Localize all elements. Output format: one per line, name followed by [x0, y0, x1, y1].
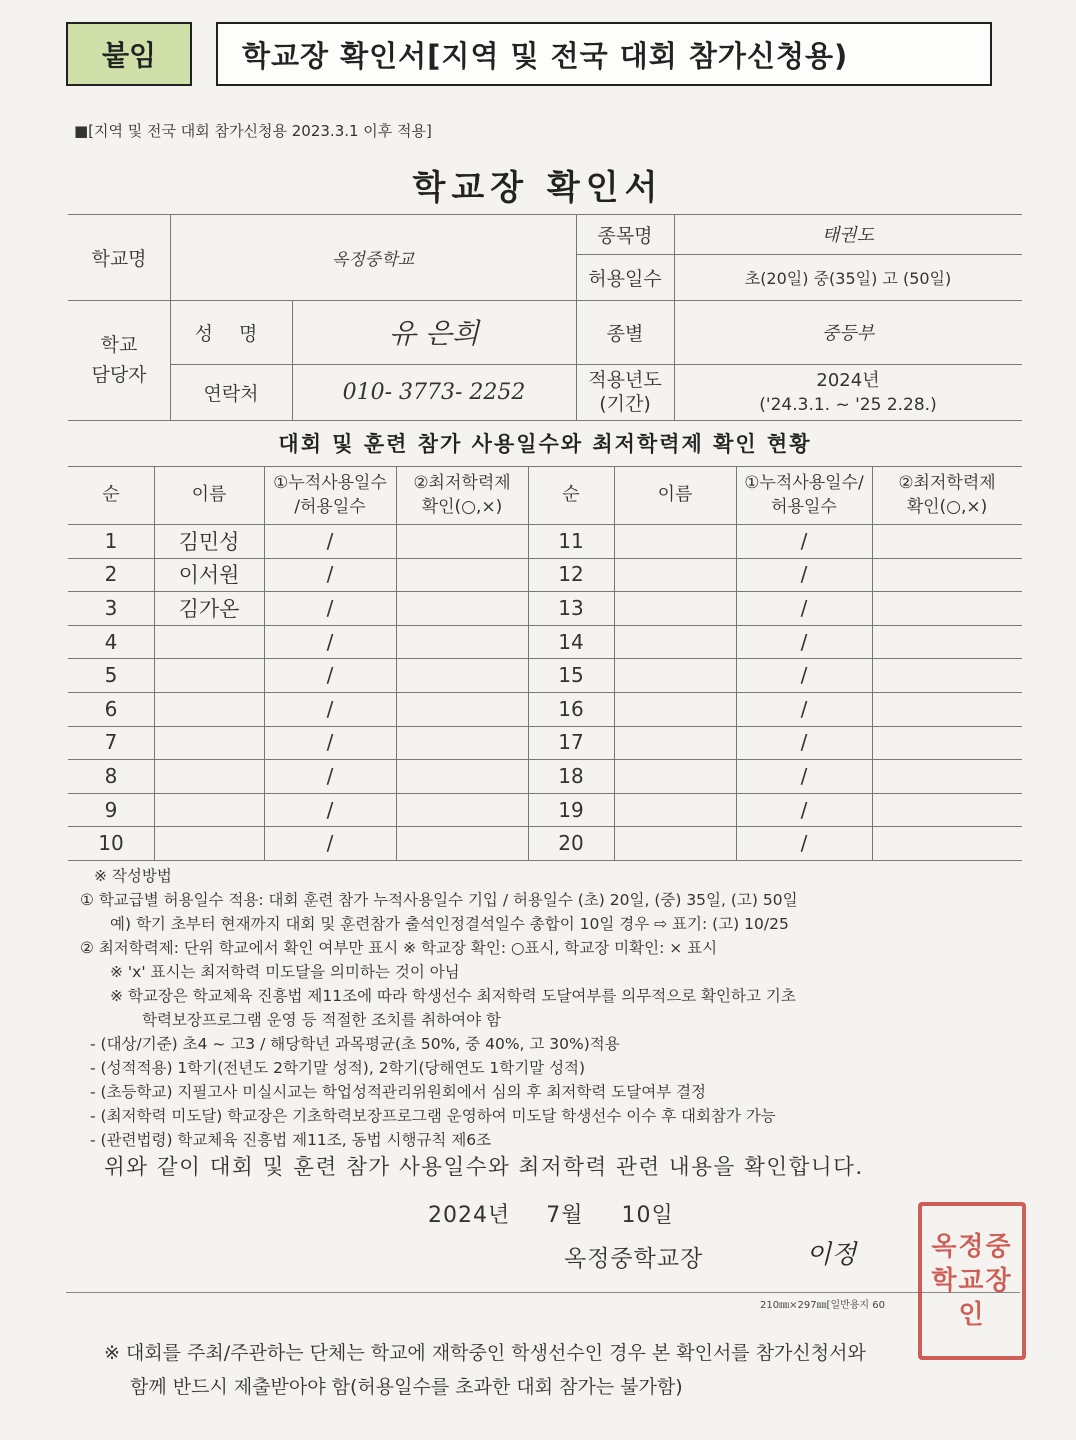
row-number: 20 [558, 831, 584, 856]
days-slash: / [326, 595, 334, 620]
row-number: 1 [104, 528, 118, 553]
school-label: 학교명 [91, 247, 147, 270]
days-slash: / [800, 595, 808, 620]
section-heading: 대회 및 훈련 참가 사용일수와 최저학력제 확인 현황 [278, 432, 812, 456]
contact-label: 연락처 [203, 382, 259, 405]
official-seal-icon: 옥정중 학교장 인 [918, 1202, 1026, 1360]
year-value: 2024년 [816, 370, 880, 391]
row-number: 3 [104, 595, 118, 620]
contact-value: 010- 3773- 2252 [342, 379, 526, 405]
instructions-heading: ※ 작성방법 [94, 867, 172, 885]
days-slash: / [800, 831, 808, 856]
row-number: 12 [558, 562, 584, 587]
paper-size-note: 210㎜×297㎜[일반용지 60 [760, 1300, 885, 1311]
days-slash: / [326, 528, 334, 553]
days-slash: / [326, 763, 334, 788]
student-name [614, 658, 736, 692]
date-month: 7월 [546, 1203, 584, 1228]
division-value: 중등부 [821, 323, 875, 344]
days-slash: / [800, 763, 808, 788]
student-name [154, 826, 264, 860]
student-name: 이서원 [178, 563, 240, 588]
instruction-note-2: ※ 학교장은 학교체육 진흥법 제11조에 따라 학생선수 최저학력 도달여부를 의무적으로 확인하고 기초 [110, 987, 796, 1005]
row-number: 16 [558, 696, 584, 721]
header-check: ②최저학력제 확인(○,×) [413, 473, 511, 517]
principal-signature: 이정 [806, 1240, 857, 1270]
row-number: 6 [104, 696, 118, 721]
student-name [154, 658, 264, 692]
sport-value: 태권도 [821, 225, 875, 246]
row-number: 4 [104, 629, 118, 654]
student-name [614, 692, 736, 726]
student-name [154, 759, 264, 793]
instruction-dash-5: - (관련법령) 학교체육 진흥법 제11조, 동법 시행규칙 제6조 [90, 1131, 492, 1149]
instruction-example: 예) 학기 초부터 현재까지 대회 및 훈련참가 출석인정결석일수 총합이 10일 경우 ⇨ 표기: (고) 10/25 [110, 915, 789, 933]
principal-title: 옥정중학교장 [564, 1246, 704, 1272]
days-slash: / [800, 528, 808, 553]
allowed-days-value: 초(20일) 중(35일) 고 (50일) [744, 268, 952, 288]
manager-label: 학교 담당자 [91, 334, 147, 386]
document-title: 학교장 확인서 [412, 168, 664, 208]
days-slash: / [326, 696, 334, 721]
date-line [428, 1198, 674, 1229]
info-table [68, 214, 1022, 420]
days-slash: / [326, 562, 334, 587]
student-name [614, 826, 736, 860]
instruction-item-2: ② 최저학력제: 단위 학교에서 확인 여부만 표시 ※ 학교장 확인: ○표시, 학교장 미확인: × 표시 [80, 939, 718, 957]
header-no-right: 순 [562, 484, 580, 505]
student-name [154, 692, 264, 726]
instruction-note-2b: 학력보장프로그램 운영 등 적절한 조치를 취하여야 함 [142, 1011, 501, 1029]
header-no: 순 [102, 484, 120, 505]
days-slash: / [326, 797, 334, 822]
student-name [154, 793, 264, 827]
days-slash: / [800, 797, 808, 822]
days-slash: / [800, 562, 808, 587]
header-days-right: ①누적사용일수/ 허용일수 [744, 473, 864, 517]
days-slash: / [326, 663, 334, 688]
student-name [614, 625, 736, 659]
attachment-badge: 붙임 [66, 22, 192, 86]
division-label: 종별 [606, 322, 644, 345]
row-number: 7 [104, 730, 118, 755]
instruction-dash-4: - (최저학력 미도달) 학교장은 기초학력보장프로그램 운영하여 미도달 학생선수 이수 후 대회참가 가능 [90, 1107, 776, 1125]
manager-name: 유 은희 [388, 317, 480, 350]
days-slash: / [800, 730, 808, 755]
student-name [154, 625, 264, 659]
row-number: 13 [558, 595, 584, 620]
row-number: 10 [98, 831, 124, 856]
header-days: ①누적사용일수 /허용일수 [273, 473, 387, 517]
year-label: 적용년도 (기간) [588, 369, 662, 415]
student-name [614, 759, 736, 793]
header-title: 학교장 확인서[지역 및 전국 대회 참가신청용) [216, 22, 992, 86]
instruction-dash-3: - (초등학교) 지필고사 미실시교는 학업성적관리위원회에서 심의 후 최저학력 도달여부 결정 [90, 1083, 707, 1101]
student-name: 김가온 [178, 596, 240, 621]
student-name [614, 726, 736, 760]
instruction-dash-2: - (성적적용) 1학기(전년도 2학기말 성적), 2학기(당해연도 1학기말 성적) [90, 1059, 586, 1077]
date-year: 2024년 [428, 1203, 511, 1228]
footnote-line-1: ※ 대회를 주최/주관하는 단체는 학교에 재학중인 학생선수인 경우 본 확인서를 참가신청서와 [104, 1342, 866, 1364]
roster-table [68, 466, 1022, 860]
student-name [614, 591, 736, 625]
days-slash: / [326, 730, 334, 755]
row-number: 5 [104, 663, 118, 688]
instruction-note-1: ※ 'x' 표시는 최저학력 미도달을 의미하는 것이 아님 [110, 963, 460, 981]
divider [66, 1292, 1020, 1293]
school-value: 옥정중학교 [331, 249, 415, 270]
days-slash: / [326, 629, 334, 654]
row-number: 11 [558, 528, 584, 553]
student-name: 김민성 [178, 529, 240, 554]
days-slash: / [326, 831, 334, 856]
instruction-dash-1: - (대상/기준) 초4 ~ 고3 / 해당학년 과목평균(초 50%, 중 40%, 고 30%)적용 [90, 1035, 620, 1053]
row-number: 8 [104, 763, 118, 788]
student-name [614, 558, 736, 592]
days-slash: / [800, 629, 808, 654]
footnote-line-2: 함께 반드시 제출받아야 함(허용일수를 초과한 대회 참가는 불가함) [130, 1376, 683, 1398]
row-number: 15 [558, 663, 584, 688]
header-check-right: ②최저학력제 확인(○,×) [898, 473, 996, 517]
allowed-days-label: 허용일수 [588, 267, 662, 290]
days-slash: / [800, 663, 808, 688]
days-slash: / [800, 696, 808, 721]
student-name [614, 793, 736, 827]
footnote [104, 1336, 866, 1404]
period-value: ('24.3.1. ~ '25 2.28.) [759, 395, 937, 415]
row-number: 17 [558, 730, 584, 755]
instruction-item-1: ① 학교급별 허용일수 적용: 대회 훈련 참가 누적사용일수 기입 / 허용일수 (초) 20일, (중) 35일, (고) 50일 [80, 891, 798, 909]
row-number: 19 [558, 797, 584, 822]
student-name [154, 726, 264, 760]
name-label: 성 명 [194, 322, 268, 345]
header-name: 이름 [191, 484, 227, 505]
applicability-note: ■[지역 및 전국 대회 참가신청용 2023.3.1 이후 적용] [74, 122, 432, 140]
student-name [614, 524, 736, 558]
row-number: 2 [104, 562, 118, 587]
date-day: 10일 [621, 1203, 674, 1228]
row-number: 18 [558, 763, 584, 788]
row-number: 9 [104, 797, 118, 822]
sport-label: 종목명 [597, 224, 653, 247]
confirmation-text: 위와 같이 대회 및 훈련 참가 사용일수와 최저학력 관련 내용을 확인합니다. [104, 1155, 864, 1180]
row-number: 14 [558, 629, 584, 654]
header-name-right: 이름 [657, 484, 693, 505]
